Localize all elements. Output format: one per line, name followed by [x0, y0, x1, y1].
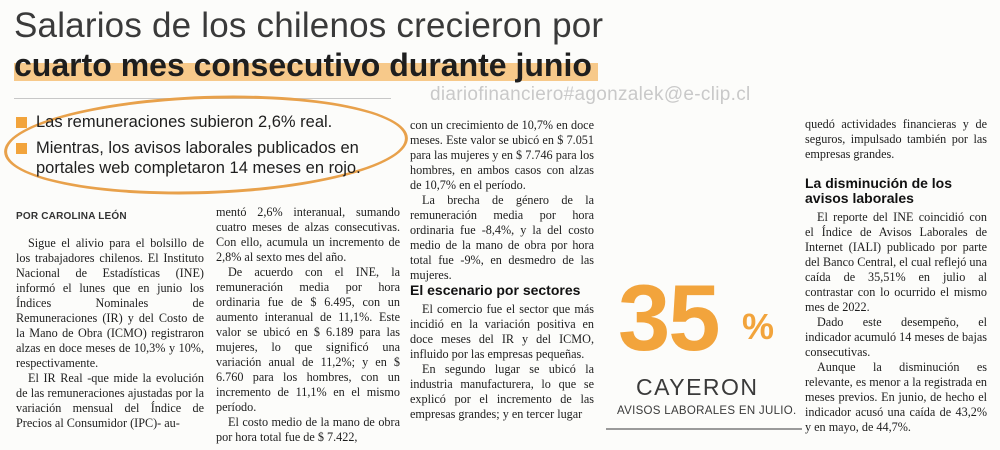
callout-sublabel: AVISOS LABORALES EN JULIO.: [617, 405, 797, 417]
paragraph: Dado este desempeño, el indicador acumuló 14 meses de bajas consecutivas.: [805, 315, 987, 359]
article-column-1: [16, 236, 204, 431]
paragraph: El comercio fue el sector que más incidió en la variación positiva en doce meses del IR y del ICMO, influido por las empresas pequeñas.: [410, 302, 594, 361]
callout-rule: [606, 428, 802, 430]
callout-label: CAYERON: [636, 374, 759, 400]
summary-bullet-text: Mientras, los avisos laborales publicados en portales web completaron 14 meses en rojo.: [36, 139, 361, 177]
paragraph: con un crecimiento de 10,7% en doce meses. Este valor se ubicó en $ 7.051 para las mujeres y en $ 7.746 para los hombres, en ambos casos con alzas de 10,7% en el período.: [410, 118, 594, 192]
section-heading: La disminución de los avisos laborales: [805, 175, 953, 206]
bullet-square-icon: [16, 143, 27, 154]
headline-line-2: cuarto mes consecutivo durante junio: [14, 46, 598, 84]
headline-line-1: Salarios de los chilenos crecieron por: [14, 6, 604, 45]
summary-bullet: [16, 112, 396, 132]
paragraph: mentó 2,6% interanual, sumando cuatro meses de alzas consecutivas. Con ello, acumula un incremento de 2,8% al sexto mes del año.: [216, 205, 400, 264]
article-column-2: [216, 205, 400, 445]
summary-bullet: [16, 138, 396, 178]
bullet-square-icon: [16, 117, 27, 128]
paragraph: El costo medio de la mano de obra por hora total fue de $ 7.422,: [216, 415, 400, 444]
callout-number: 35: [618, 265, 719, 370]
summary-bullets: [16, 112, 396, 184]
watermark: diariofinanciero#agonzalek@e-clip.cl: [430, 84, 751, 105]
paragraph: El IR Real -que mide la evolución de las remuneraciones ajustadas por la variación mensual del Índice de Precios al Consumidor (IPC)- au-: [16, 371, 204, 430]
paragraph: quedó actividades financieras y de seguros, impulsado también por las empresas grandes.: [805, 117, 987, 161]
callout-percent: %: [742, 306, 775, 347]
paragraph: La brecha de género de la remuneración media por hora ordinaria fue -8,4%, y la del costo medio de la mano de obra por hora total fue -9%, en desmedro de las mujeres.: [410, 193, 594, 282]
paragraph: Aunque la disminución es relevante, es menor a la registrada en meses previos. En junio, de hecho el indicador acusó una caída de 43,2% y en mayo, de 44,7%.: [805, 360, 987, 434]
section-heading: El escenario por sectores: [410, 282, 581, 298]
article-column-4: [805, 117, 987, 435]
paragraph: En segundo lugar se ubicó la industria manufacturera, lo que se explicó por el incremento de las empresas grandes; y en tercer lugar: [410, 362, 594, 421]
summary-bullet-text: Las remuneraciones subieron 2,6% real.: [36, 113, 333, 131]
paragraph: Sigue el alivio para el bolsillo de los trabajadores chilenos. El Instituto Nacional de Estadísticas (INE) informó el lunes que en junio los Índices Nominales de Remuneraciones (IR) y del Costo de la Mano de Obra (ICMO) registraron alzas en doce meses de 10,3% y 10%, respectivamente.: [16, 236, 204, 370]
paragraph: De acuerdo con el INE, la remuneración media por hora ordinaria fue de $ 6.495, con un aumento interanual de 11,1%. Este valor se ubicó en $ 6.189 para las mujeres, lo que significó una variación anual de 11,2%; y en $ 6.760 para los hombres, con un incremento de 11,1% en el mismo período.: [216, 265, 400, 414]
byline: POR CAROLINA LEÓN: [16, 211, 127, 222]
section-sectores: [410, 283, 594, 422]
callout-figure: [618, 265, 783, 384]
headline: [14, 6, 654, 84]
article-column-3: [410, 118, 594, 283]
paragraph: El reporte del INE coincidió con el Índice de Avisos Laborales de Internet (IALI) publicado por parte del Banco Central, el cual reflejó una caída de 35,51% en julio al contrastar con lo ocurrido el mismo mes de 2022.: [805, 210, 987, 314]
